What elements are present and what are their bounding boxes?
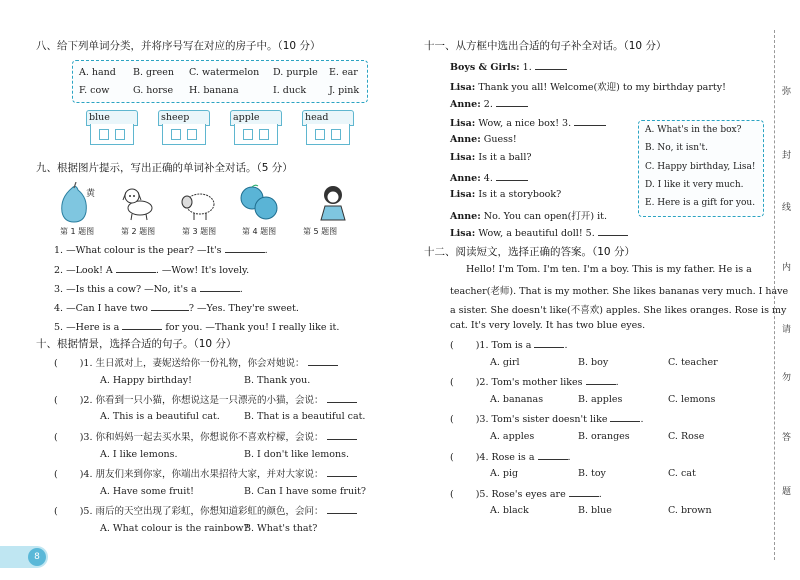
option-b[interactable]: B. Thank you. bbox=[244, 375, 311, 386]
option-c[interactable]: C. Rose bbox=[668, 431, 705, 442]
answer-blank[interactable] bbox=[598, 226, 628, 236]
option-c[interactable]: C. brown bbox=[668, 505, 712, 516]
answer-blank[interactable] bbox=[574, 116, 606, 126]
option-b[interactable]: B. oranges bbox=[578, 431, 630, 442]
option-c[interactable]: C. cat bbox=[668, 468, 696, 479]
dialogue-line-1: Boys & Girls: 1. bbox=[450, 60, 567, 73]
sentence-option: C. Happy birthday, Lisa! bbox=[645, 162, 756, 172]
house-label: head bbox=[305, 112, 329, 123]
option-a[interactable]: A. apples bbox=[490, 431, 535, 442]
binding-line bbox=[774, 30, 775, 560]
s12-question-1: ( )1. Tom is a . bbox=[450, 340, 568, 351]
answer-blank[interactable] bbox=[327, 504, 357, 514]
answer-blank[interactable] bbox=[496, 171, 528, 181]
house-label: blue bbox=[89, 112, 110, 123]
answer-blank[interactable] bbox=[151, 301, 189, 311]
binding-text: 请 bbox=[782, 325, 792, 335]
oranges-icon bbox=[238, 182, 280, 224]
binding-text: 弥 bbox=[782, 87, 792, 97]
answer-blank[interactable] bbox=[610, 412, 640, 422]
sentence-option-box bbox=[638, 120, 764, 217]
section-9-heading: 九、根据图片提示，写出正确的单词补全对话。（5 分） bbox=[36, 162, 293, 174]
figure-caption: 第 3 题图 bbox=[182, 227, 217, 236]
option-b[interactable]: B. blue bbox=[578, 505, 612, 516]
dialogue-line-3: Anne: 2. bbox=[450, 97, 528, 110]
option-c[interactable]: C. lemons bbox=[668, 394, 716, 405]
sentence-option: B. No, it isn't. bbox=[645, 143, 708, 153]
word-option: J. pink bbox=[329, 85, 360, 96]
answer-blank[interactable] bbox=[496, 97, 528, 107]
house-label: sheep bbox=[161, 112, 190, 123]
word-option: D. purple bbox=[273, 67, 318, 78]
s12-question-5: ( )5. Rose's eyes are . bbox=[450, 489, 602, 500]
house-apple bbox=[230, 110, 282, 146]
option-a[interactable]: A. This is a beautiful cat. bbox=[100, 411, 220, 422]
answer-blank[interactable] bbox=[116, 263, 156, 273]
s10-question-1: ( )1. 生日派对上，妻妮送给你一份礼物，你会对她说： bbox=[54, 355, 338, 369]
answer-blank[interactable] bbox=[569, 487, 599, 497]
binding-text: 题 bbox=[782, 487, 792, 497]
answer-blank[interactable] bbox=[308, 356, 338, 366]
passage-line: cat. It's very lovely. It has two blue eyes. bbox=[450, 320, 646, 331]
option-b[interactable]: B. Can I have some fruit? bbox=[244, 486, 367, 497]
house-head bbox=[302, 110, 354, 146]
word-option: H. banana bbox=[189, 85, 239, 96]
s9-question-1: 1. —What colour is the pear? —It's . bbox=[54, 245, 268, 256]
option-b[interactable]: B. What's that? bbox=[244, 523, 318, 534]
binding-text: 勿 bbox=[782, 373, 792, 383]
s9-question-4: 4. —Can I have two ? —Yes. They're sweet. bbox=[54, 303, 299, 314]
option-b[interactable]: B. boy bbox=[578, 357, 609, 368]
option-a[interactable]: A. girl bbox=[490, 357, 520, 368]
s12-question-2: ( )2. Tom's mother likes . bbox=[450, 377, 619, 388]
word-option: F. cow bbox=[79, 85, 110, 96]
figure-caption: 第 2 题图 bbox=[121, 227, 156, 236]
dialogue-line-5: Anne: Guess! bbox=[450, 134, 517, 145]
word-option: B. green bbox=[133, 67, 175, 78]
option-b[interactable]: B. I don't like lemons. bbox=[244, 449, 350, 460]
s12-question-4: ( )4. Rose is a . bbox=[450, 452, 571, 463]
house-label: apple bbox=[233, 112, 260, 123]
s10-question-3: ( )3. 你和妈妈一起去买水果，你想说你不喜欢柠檬，会说： bbox=[54, 429, 357, 443]
page-number: 8 bbox=[28, 548, 46, 566]
answer-blank[interactable] bbox=[327, 467, 357, 477]
binding-text: 答 bbox=[782, 433, 792, 443]
answer-blank[interactable] bbox=[327, 430, 357, 440]
option-a[interactable]: A. I like lemons. bbox=[100, 449, 178, 460]
word-option: G. horse bbox=[133, 85, 174, 96]
figure-caption: 第 4 题图 bbox=[242, 227, 277, 236]
word-option: E. ear bbox=[329, 67, 358, 78]
word-option: C. watermelon bbox=[189, 67, 260, 78]
option-a[interactable]: A. Happy birthday! bbox=[100, 375, 192, 386]
section-11-heading: 十一、从方框中选出合适的句子补全对话。（10 分） bbox=[424, 40, 667, 52]
answer-blank[interactable] bbox=[534, 338, 564, 348]
section-8-heading: 八、给下列单词分类，并将序号写在对应的房子中。（10 分） bbox=[36, 40, 321, 52]
doll-icon bbox=[312, 182, 354, 224]
s9-question-3: 3. —Is this a cow? —No, it's a . bbox=[54, 284, 243, 295]
dialogue-line-2: Lisa: Thank you all! Welcome(欢迎) to my birthday party! bbox=[450, 82, 726, 93]
dialogue-line-7: Anne: 4. bbox=[450, 171, 528, 184]
answer-blank[interactable] bbox=[225, 243, 265, 253]
answer-blank[interactable] bbox=[535, 60, 567, 70]
sentence-option: A. What's in the box? bbox=[645, 125, 742, 135]
s10-question-5: ( )5. 雨后的天空出现了彩虹，你想知道彩虹的颜色，会问： bbox=[54, 503, 357, 517]
sentence-option: E. Here is a gift for you. bbox=[645, 198, 756, 208]
s9-question-2: 2. —Look! A . —Wow! It's lovely. bbox=[54, 265, 250, 276]
passage-line: Hello! I'm Tom. I'm ten. I'm a boy. This is my father. He is a bbox=[466, 264, 752, 275]
word-option: A. hand bbox=[79, 67, 116, 78]
dialogue-line-9: Anne: No. You can open(打开) it. bbox=[450, 211, 607, 222]
word-option: I. duck bbox=[273, 85, 307, 96]
s10-question-4: ( )4. 朋友们来到你家，你端出水果招待大家，并对大家说： bbox=[54, 466, 357, 480]
passage-line: teacher(老师). That is my mother. She likes bananas very much. I have bbox=[450, 286, 789, 297]
section-10-heading: 十、根据情景，选择合适的句子。（10 分） bbox=[36, 338, 237, 350]
option-b[interactable]: B. That is a beautiful cat. bbox=[244, 411, 366, 422]
option-a[interactable]: A. bananas bbox=[490, 394, 544, 405]
dialogue-line-8: Lisa: Is it a storybook? bbox=[450, 189, 562, 200]
s10-question-2: ( )2. 你看到一只小猫，你想说这是一只漂亮的小猫，会说： bbox=[54, 392, 357, 406]
option-c[interactable]: C. teacher bbox=[668, 357, 718, 368]
answer-blank[interactable] bbox=[122, 320, 162, 330]
house-sheep bbox=[158, 110, 210, 146]
binding-text: 内 bbox=[782, 263, 792, 273]
sentence-option: D. I like it very much. bbox=[645, 180, 744, 190]
s9-question-5: 5. —Here is a for you. —Thank you! I really like it. bbox=[54, 322, 340, 333]
option-a[interactable]: A. black bbox=[490, 505, 529, 516]
dialogue-line-4: Lisa: Wow, a nice box! 3. bbox=[450, 116, 606, 129]
sheep-icon bbox=[178, 182, 220, 224]
section-12-heading: 十二、阅读短文，选择正确的答案。（10 分） bbox=[424, 246, 635, 258]
option-a[interactable]: A. Have some fruit! bbox=[100, 486, 194, 497]
option-b[interactable]: B. toy bbox=[578, 468, 606, 479]
pear-color-hint: 黄 bbox=[86, 189, 96, 199]
option-a[interactable]: A. What colour is the rainbow? bbox=[100, 523, 249, 534]
passage-line: a sister. She doesn't like(不喜欢) apples. She likes oranges. Rose is my bbox=[450, 305, 787, 316]
word-bank-box bbox=[72, 60, 368, 103]
dialogue-line-6: Lisa: Is it a ball? bbox=[450, 152, 532, 163]
s12-question-3: ( )3. Tom's sister doesn't like . bbox=[450, 414, 644, 425]
answer-blank[interactable] bbox=[200, 282, 240, 292]
option-b[interactable]: B. apples bbox=[578, 394, 623, 405]
answer-blank[interactable] bbox=[327, 393, 357, 403]
figure-caption: 第 5 题图 bbox=[303, 227, 338, 236]
answer-blank[interactable] bbox=[538, 450, 568, 460]
house-blue bbox=[86, 110, 138, 146]
binding-text: 线 bbox=[782, 203, 792, 213]
option-a[interactable]: A. pig bbox=[490, 468, 519, 479]
dog-icon bbox=[118, 182, 160, 224]
dialogue-line-10: Lisa: Wow, a beautiful doll! 5. bbox=[450, 226, 628, 239]
binding-text: 封 bbox=[782, 151, 792, 161]
figure-caption: 第 1 题图 bbox=[60, 227, 95, 236]
answer-blank[interactable] bbox=[586, 375, 616, 385]
